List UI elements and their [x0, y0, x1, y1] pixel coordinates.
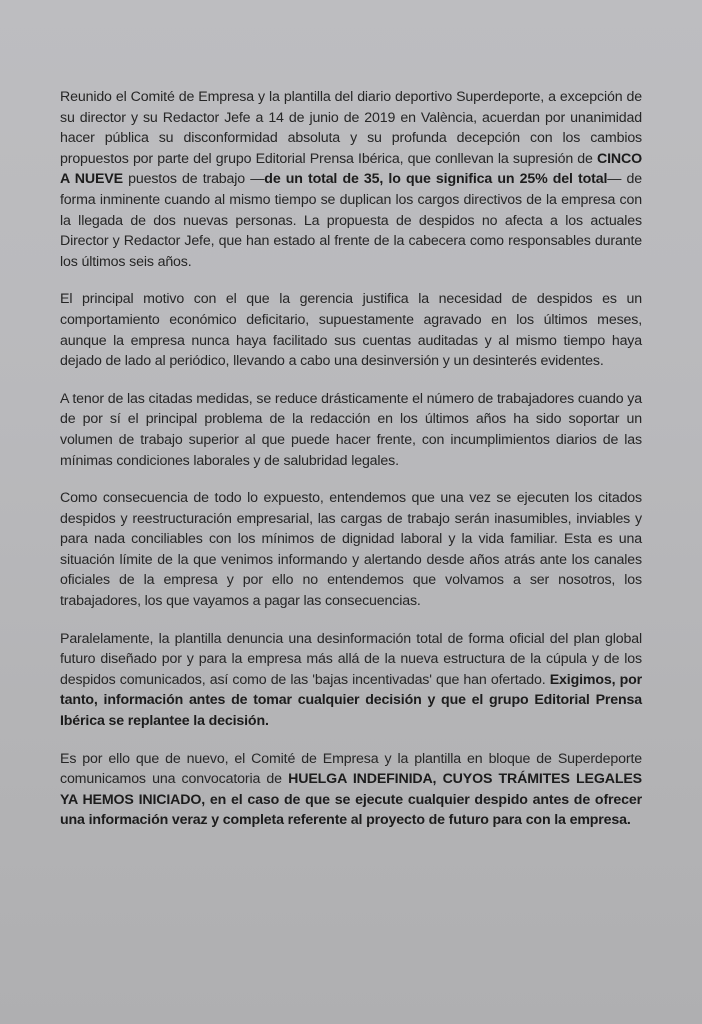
paragraph-strike-announcement	[60, 749, 642, 831]
text-segment: El principal motivo con el que la gerencia justifica la necesidad de despidos es un comportamiento económico deficitario, supuestamente agravado en los últimos meses, aunque la empresa nunca haya facilitado sus cuentas auditadas y al mismo tiempo haya dejado de lado al periódico, llevando a cabo una desinversión y un desinterés evidentes.	[60, 291, 642, 370]
document-page	[60, 87, 642, 848]
paragraph-staff-reduction	[60, 389, 642, 471]
paragraph-consequences	[60, 488, 642, 612]
paragraph-management-motive	[60, 289, 642, 371]
bold-segment-percentage: de un total de 35, lo que significa un 25% del total	[264, 171, 608, 188]
text-segment: Como consecuencia de todo lo expuesto, entendemos que una vez se ejecuten los citados despidos y reestructuración empresarial, las cargas de trabajo serán inasumibles, inviables y para nada conciliables con los mínimos de dignidad laboral y la vida familiar. Esta es una situación límite de la que venimos informando y alertando desde años atrás ante los canales oficiales de la empresa y por ello no entendemos que volvamos a ser nosotros, los trabajadores, los que vayamos a pagar las consecuencias.	[60, 490, 642, 610]
text-segment: — de forma inminente cuando al mismo tiempo se duplican los cargos directivos de la empresa con la llegada de dos nuevas personas. La propuesta de despidos no afecta a los actuales Director y Redactor Jefe, que han estado al frente de la cabecera como responsables durante los últimos seis años.	[60, 171, 642, 270]
text-segment: puestos de trabajo —	[122, 171, 265, 188]
paragraph-committee-statement	[60, 87, 642, 272]
text-segment: Es por ello que de nuevo, el Comité de Empresa y la plantilla en bloque de Superdeporte comunicamos una convocatoria de	[60, 750, 642, 788]
text-segment: Paralelamente, la plantilla denuncia una desinformación total de forma oficial del plan global futuro diseñado por y para la empresa más allá de la nueva estructura de la cúpula y de los despidos comunicados, así como de las 'bajas incentivadas' que han ofertado.	[60, 630, 642, 688]
text-segment: Reunido el Comité de Empresa y la plantilla del diario deportivo Superdeporte, a excepción de su director y su Redactor Jefe a 14 de junio de 2019 en València, acuerdan por unanimidad hacer pública su disconformidad absoluta y su profunda decepción con los cambios propuestos por parte del grupo Editorial Prensa Ibérica, que conllevan la supresión de	[60, 89, 642, 167]
bold-segment-job-cuts: CINCO A NUEVE	[60, 150, 642, 188]
bold-segment-demand: Exigimos, por tanto, información antes de tomar cualquier decisión y que el grupo Editorial Prensa Ibérica se replantee la decisión.	[60, 671, 642, 730]
bold-segment-strike: HUELGA INDEFINIDA, CUYOS TRÁMITES LEGALES YA HEMOS INICIADO, en el caso de que se ejecute cualquier despido antes de ofrecer una información veraz y completa referente al proyecto de futuro para con la empresa.	[60, 771, 642, 829]
paragraph-disinformation	[60, 629, 642, 732]
text-segment: A tenor de las citadas medidas, se reduce drásticamente el número de trabajadores cuando ya de por sí el principal problema de la redacción en los últimos años ha sido soportar un volumen de trabajo superior al que puede hacer frente, con incumplimientos diarios de las mínimas condiciones laborales y de salubridad legales.	[60, 390, 642, 469]
